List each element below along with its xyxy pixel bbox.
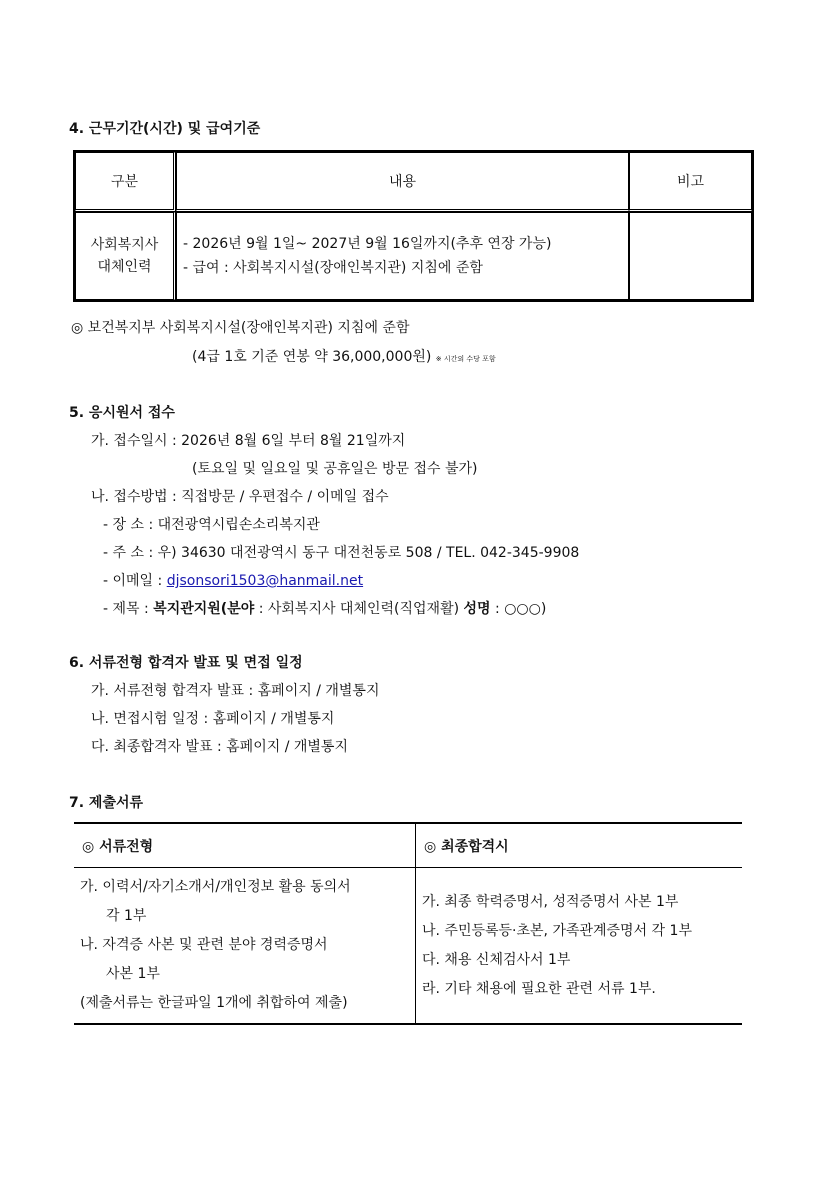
subject-field-value: : 사회복지사 대체인력(직업재활) [254, 601, 464, 617]
salary-line: - 급여 : 사회복지시설(장애인복지관) 지침에 준함 [183, 260, 483, 276]
list-item: 나. 주민등록등·초본, 가족관계증명서 각 1부 [422, 922, 692, 939]
application-address: - 주 소 : 우) 34630 대전광역시 동구 대전천동로 508 / TEL. 042-345-9908 [103, 545, 580, 561]
overtime-note: ※ 시간외 수당 포함 [435, 355, 496, 363]
list-item: 가. 서류전형 합격자 발표 : 홈페이지 / 개별통지 [91, 683, 380, 699]
application-method: 나. 접수방법 : 직접방문 / 우편접수 / 이메일 접수 [91, 489, 389, 505]
list-item: 나. 자격증 사본 및 관련 분야 경력증명서 [80, 937, 328, 953]
list-item: 가. 최종 학력증명서, 성적증명서 사본 1부 [422, 893, 679, 910]
subject-name-value: : ○○○) [490, 601, 547, 617]
category-line-1: 사회복지사 [90, 237, 159, 253]
salary-amount-note [192, 346, 496, 366]
application-period-note: (토요일 및 일요일 및 공휴일은 방문 접수 불가) [192, 461, 478, 477]
section-6-title: 6. 서류전형 합격자 발표 및 면접 일정 [69, 655, 303, 671]
category-line-2: 대체인력 [97, 259, 152, 275]
list-item: (제출서류는 한글파일 1개에 취합하여 제출) [80, 995, 348, 1011]
table-header-row [74, 823, 742, 868]
table-row [74, 868, 742, 1025]
list-item: 나. 면접시험 일정 : 홈페이지 / 개별통지 [91, 711, 335, 727]
salary-amount: (4급 1호 기준 연봉 약 36,000,000원) [192, 349, 432, 365]
category-cell [75, 212, 176, 300]
email-label: - 이메일 : [103, 573, 167, 589]
list-item: 사본 1부 [106, 966, 160, 982]
content-cell [176, 212, 629, 300]
list-item: 라. 기타 채용에 필요한 관련 서류 1부. [422, 980, 656, 997]
header-content: 내용 [176, 152, 629, 212]
application-place: - 장 소 : 대전광역시립손소리복지관 [103, 517, 320, 533]
final-documents [416, 868, 743, 1025]
email-subject [103, 598, 546, 618]
salary-note: ◎ 보건복지부 사회복지시설(장애인복지관) 지침에 준함 [71, 320, 410, 336]
work-period-table [73, 150, 754, 302]
list-item: 가. 이력서/자기소개서/개인정보 활용 동의서 [80, 879, 351, 895]
subject-label: - 제목 : [103, 601, 154, 617]
screening-documents [74, 868, 416, 1025]
email-link[interactable]: djsonsori1503@hanmail.net [166, 573, 364, 589]
header-category: 구분 [75, 152, 176, 212]
list-item: 각 1부 [106, 908, 147, 924]
table-header-row [75, 152, 752, 212]
table-row [75, 212, 752, 300]
subject-field-name: 복지관지원(분야 [153, 601, 255, 617]
section-4-title: 4. 근무기간(시간) 및 급여기준 [69, 121, 261, 137]
section-7-title: 7. 제출서류 [69, 795, 144, 811]
documents-table [74, 822, 742, 1025]
section-5-title: 5. 응시원서 접수 [69, 405, 175, 421]
period-line: - 2026년 9월 1일~ 2027년 9월 16일까지(추후 연장 가능) [183, 236, 552, 252]
subject-name-label: 성명 [463, 601, 491, 617]
list-item: 다. 채용 신체검사서 1부 [422, 951, 571, 968]
header-remarks: 비고 [629, 152, 752, 212]
application-email [103, 570, 363, 590]
final-header: ◎ 최종합격시 [416, 823, 743, 868]
screening-header: ◎ 서류전형 [74, 823, 416, 868]
remarks-cell [629, 212, 752, 300]
list-item: 다. 최종합격자 발표 : 홈페이지 / 개별통지 [91, 739, 348, 755]
application-period: 가. 접수일시 : 2026년 8월 6일 부터 8월 21일까지 [91, 433, 406, 449]
